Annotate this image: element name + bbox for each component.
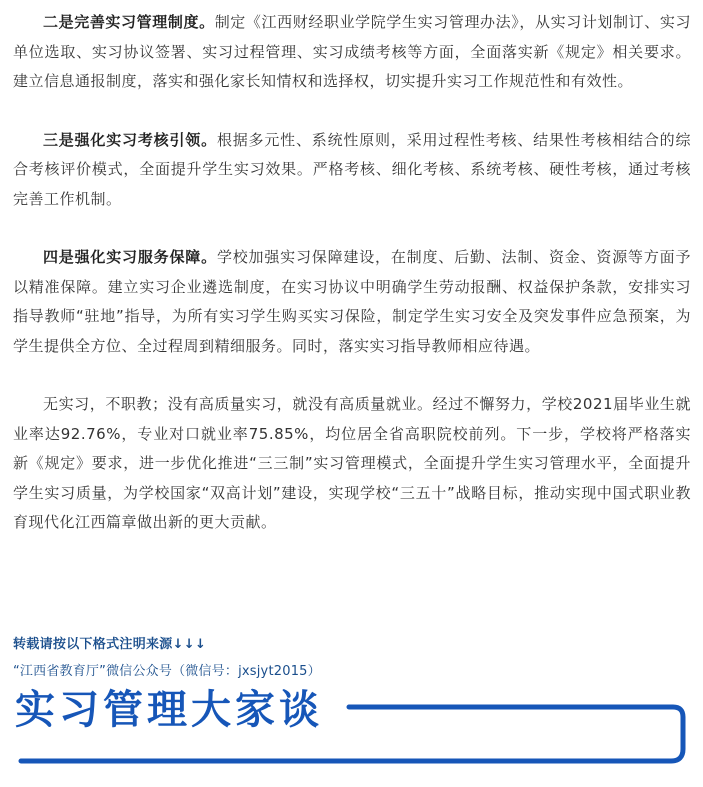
source-attribution: “江西省教育厅”微信公众号（微信号：jxsjyt2015） [13, 664, 321, 679]
banner-title: 实习管理大家谈 [15, 687, 323, 733]
paragraph-4-text: 学校加强实习保障建设，在制度、后勤、法制、资金、资源等方面予以精准保障。建立实习企业遴选制度，在实习协议中明确学生劳动报酬、权益保护条款，安排实习指导教师“驻地”指导，为所有实习学生购买实习保险，制定学生实习安全及突发事件应急预案，为学生提供全方位、全过程周到精细服务。同时，落实实习指导教师相应待遇。 [13, 248, 691, 355]
paragraph-2 [13, 8, 691, 97]
reprint-notice: 转载请按以下格式注明来源↓↓↓ [13, 637, 207, 652]
paragraph-3-lead: 三是强化实习考核引领。 [43, 130, 217, 149]
paragraph-3 [13, 126, 691, 215]
paragraph-conclusion [13, 390, 691, 538]
column-banner [13, 685, 693, 770]
paragraph-2-text: 制定《江西财经职业学院学生实习管理办法》，从实习计划制订、实习单位选取、实习协议签署、实习过程管理、实习成绩考核等方面，全面落实新《规定》相关要求。建立信息通报制度，落实和强化家长知情权和选择权，切实提升实习工作规范性和有效性。 [13, 13, 691, 90]
paragraph-4 [13, 243, 691, 361]
paragraph-3-text: 根据多元性、系统性原则，采用过程性考核、结果性考核相结合的综合考核评价模式，全面提升学生实习效果。严格考核、细化考核、系统考核、硬性考核，通过考核完善工作机制。 [13, 130, 691, 208]
paragraph-4-lead: 四是强化实习服务保障。 [43, 248, 217, 266]
paragraph-2-lead: 二是完善实习管理制度。 [43, 13, 215, 31]
article-body [13, 8, 691, 538]
paragraph-conclusion-text: 无实习，不职教；没有高质量实习，就没有高质量就业。经过不懈努力，学校2021届毕业生就业率达92.76%，专业对口就业率75.85%，均位居全省高职院校前列。下一步，学校将严格落实新《规定》要求，进一步优化推进“三三制”实习管理模式，全面提升学生实习管理水平，全面提升学生实习质量，为学校国家“双高计划”建设，实现学校“三五十”战略目标，推动实现中国式职业教育现代化江西篇章做出新的更大贡献。 [13, 395, 691, 531]
